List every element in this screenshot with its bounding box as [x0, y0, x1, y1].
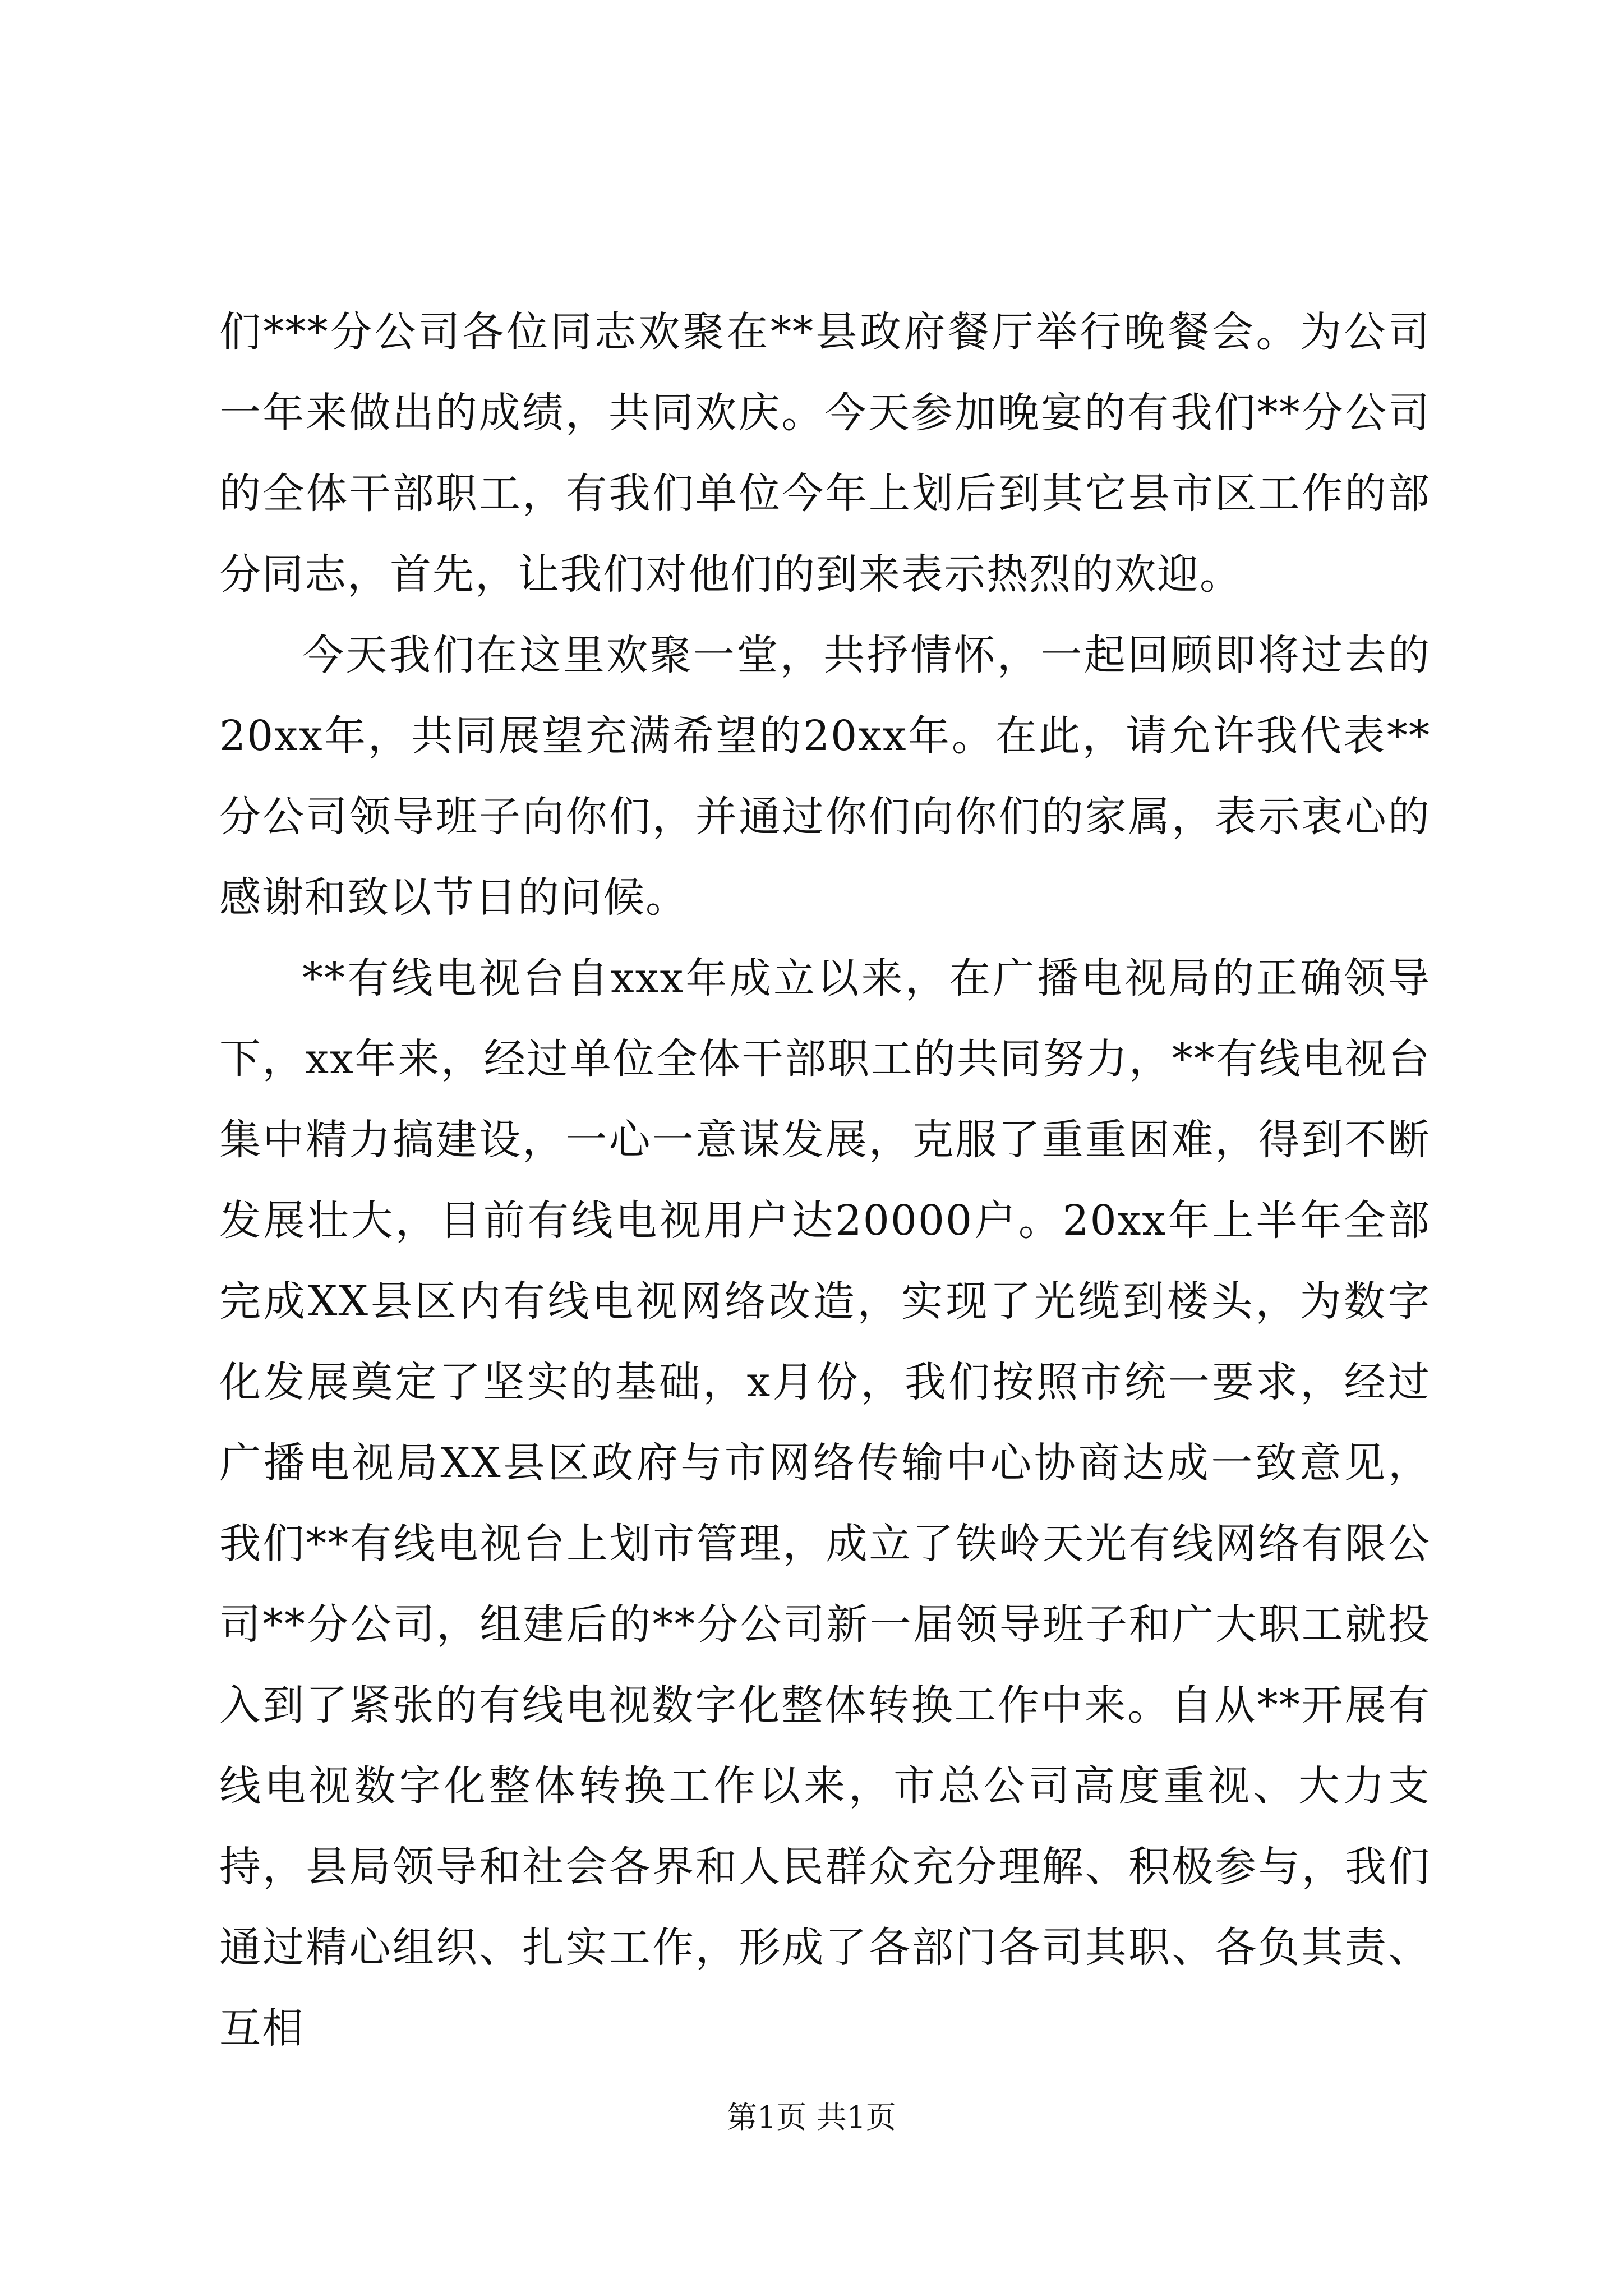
paragraph-history: **有线电视台自xxx年成立以来，在广播电视局的正确领导下，xx年来，经过单位全体干部职工的共同努力，**有线电视台集中精力搞建设，一心一意谋发展，克服了重重困难，得到不断发展壮大，目前有线电视用户达20000户。20xx年上半年全部完成XX县区内有线电视网络改造，实现了光缆到楼头，为数字化发展奠定了坚实的基础，x月份，我们按照市统一要求，经过广播电视局XX县区政府与市网络传输中心协商达成一致意见，我们**有线电视台上划市管理，成立了铁岭天光有线网络有限公司**分公司，组建后的**分公司新一届领导班子和广大职工就投入到了紧张的有线电视数字化整体转换工作中来。自从**开展有线电视数字化整体转换工作以来，市总公司高度重视、大力支持，县局领导和社会各界和人民群众充分理解、积极参与，我们通过精心组织、扎实工作，形成了各部门各司其职、各负其责、互相 [219, 954, 1431, 2053]
paragraph-continuation: 们***分公司各位同志欢聚在**县政府餐厅举行晚餐会。为公司一年来做出的成绩，共同欢庆。今天参加晚宴的有我们**分公司的全体干部职工，有我们单位今年上划后到其它县市区工作的部分同志，首先，让我们对他们的到来表示热烈的欢迎。 [219, 308, 1431, 599]
document-body [219, 292, 1431, 2069]
paragraph-greeting: 今天我们在这里欢聚一堂，共抒情怀，一起回顾即将过去的20xx年，共同展望充满希望的20xx年。在此，请允许我代表**分公司领导班子向你们，并通过你们向你们的家属，表示衷心的感谢和致以节日的问候。 [219, 631, 1431, 922]
page-footer: 第1页 共1页 [727, 2100, 896, 2135]
